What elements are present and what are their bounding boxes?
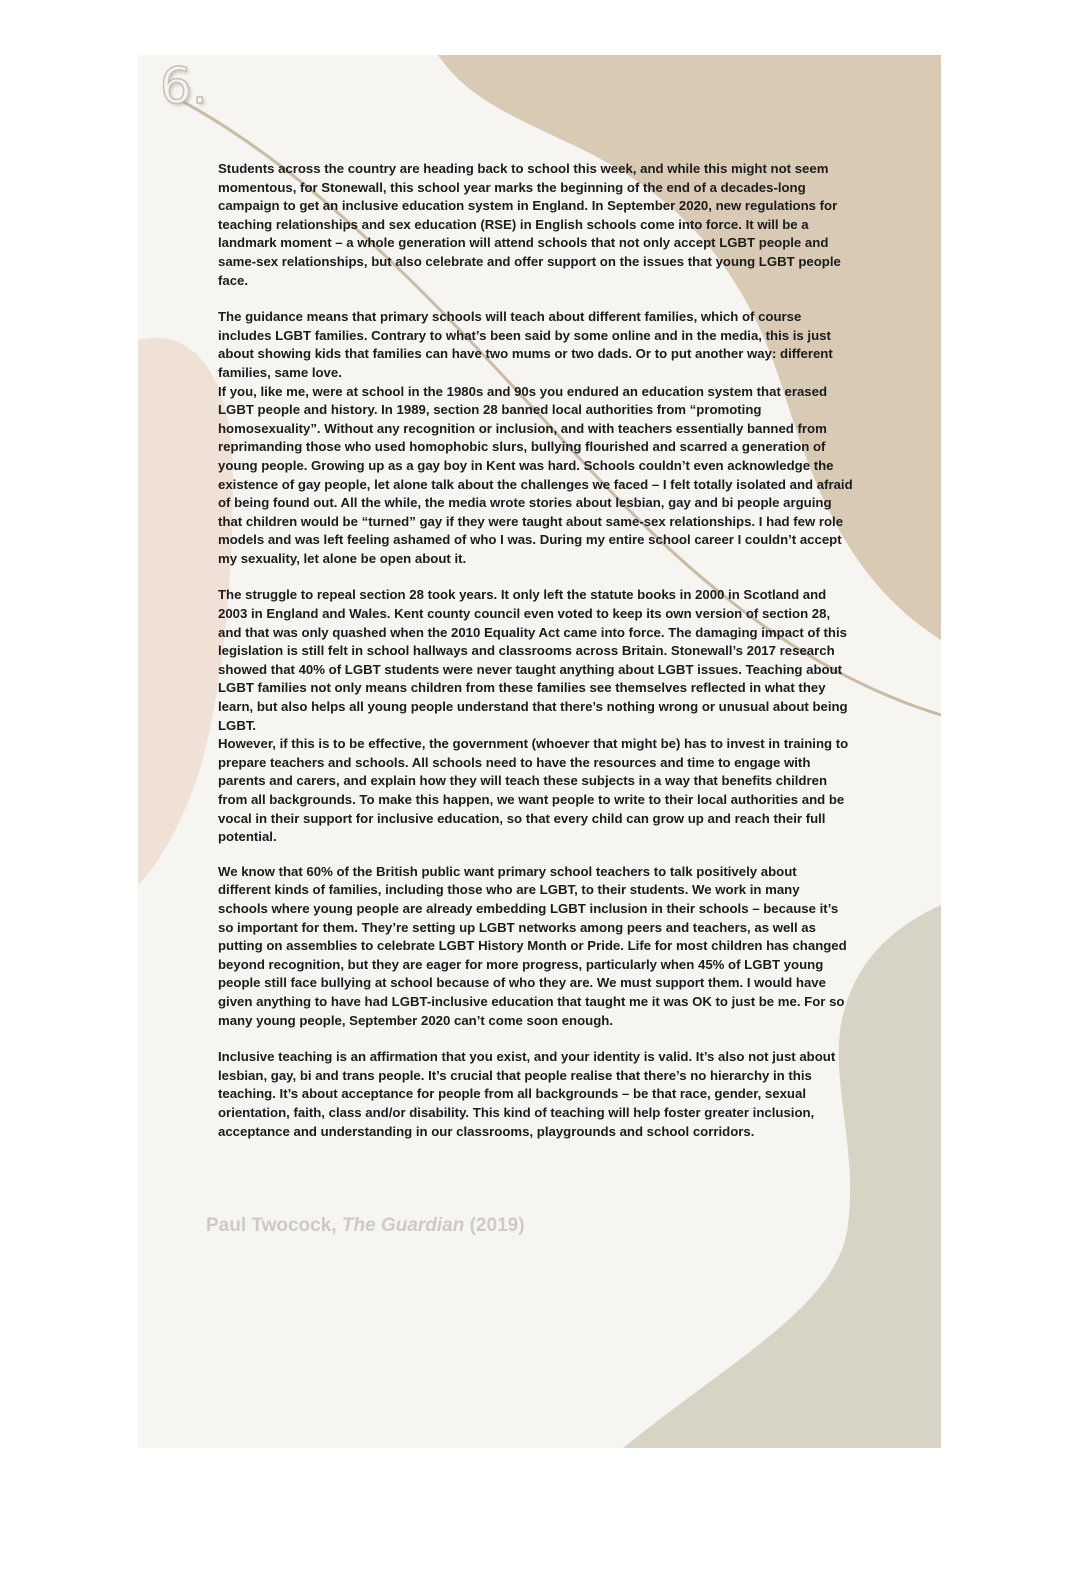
paragraph-guidance: The guidance means that primary schools will teach about different families, which of course includes LGBT families. Contrary to what’s been said by some online and in the media, this is just about showing kids that families can have two mums or two dads. Or to put another way: different families, same love.	[218, 309, 833, 380]
page-number: 6.	[160, 57, 208, 115]
paragraph-section-28-history: If you, like me, were at school in the 1980s and 90s you endured an education system that erased LGBT people and history. In 1989, section 28 banned local authorities from “promoting homosexuality”. Without any recognition or inclusion, and with teachers essentially banned from reprimanding those who used homophobic slurs, bullying flourished and scarred a generation of young people. Growing up as a gay boy in Kent was hard. Schools couldn’t even acknowledge the existence of gay people, let alone talk about the challenges we faced – I felt totally isolated and afraid of being found out. All the while, the media wrote stories about lesbian, gay and bi people arguing that children would be “turned” gay if they were taught about same-sex relationships. I had few role models and was left feeling ashamed of who I was. During my entire school career I couldn’t accept my sexuality, let alone be open about it.	[218, 383, 853, 566]
document-page	[138, 55, 941, 1448]
paragraph-affirmation: Inclusive teaching is an affirmation that you exist, and your identity is valid. It’s also not just about lesbian, gay, bi and trans people. It’s crucial that people realise that there’s no hierarchy in this teaching. It’s about acceptance for people from all backgrounds – be that race, gender, sexual orientation, faith, class and/or disability. This kind of teaching will help foster greater inclusion, acceptance and understanding in our classrooms, playgrounds and school corridors.	[218, 1049, 836, 1139]
article-attribution	[206, 1215, 525, 1237]
paragraph-public-support: We know that 60% of the British public want primary school teachers to talk positively about different kinds of families, including those who are LGBT, to their students. We work in many schools where young people are already embedding LGBT inclusion in their schools – because it’s so important for them. They’re setting up LGBT networks among peers and teachers, as well as putting on assemblies to celebrate LGBT History Month or Pride. Life for most children has changed beyond recognition, but they are eager for more progress, particularly when 45% of LGBT young people still face bullying at school because of who they are. We must support them. I would have given anything to have had LGBT-inclusive education that taught me it was OK to just be me. For so many young people, September 2020 can’t come soon enough.	[218, 863, 847, 1028]
paragraph-investment: However, if this is to be effective, the government (whoever that might be) has to invest in training to prepare teachers and schools. All schools need to have the resources and time to engage with parents and carers, and explain how they will teach these subjects in a way that benefits children from all backgrounds. To make this happen, we want people to write to their local authorities and be vocal in their support for inclusive education, so that every child can grow up and reach their full potential.	[218, 736, 849, 845]
attribution-year: (2019)	[464, 1215, 525, 1236]
paragraph-repeal: The struggle to repeal section 28 took years. It only left the statute books in 2000 in Scotland and 2003 in England and Wales. Kent county council even voted to keep its own version of section 28, and that was only quashed when the 2010 Equality Act came into force. The damaging impact of this legislation is still felt in school hallways and classrooms across Britain. Stonewall’s 2017 research showed that 40% of LGBT students were never taught anything about LGBT issues. Teaching about LGBT families not only means children from these families see themselves reflected in what they learn, but also helps all young people understand that there’s nothing wrong or unusual about being LGBT.	[218, 587, 848, 733]
article-body	[218, 160, 853, 1159]
paragraph-intro: Students across the country are heading back to school this week, and while this might not seem momentous, for Stonewall, this school year marks the beginning of the end of a decades-long campaign to get an inclusive education system in England. In September 2020, new regulations for teaching relationships and sex education (RSE) in English schools come into force. It will be a landmark moment – a whole generation will attend schools that not only accept LGBT people and same-sex relationships, but also celebrate and offer support on the issues that young LGBT people face.	[218, 161, 841, 288]
attribution-publication: The Guardian	[341, 1215, 465, 1236]
attribution-author: Paul Twocock,	[206, 1215, 342, 1236]
